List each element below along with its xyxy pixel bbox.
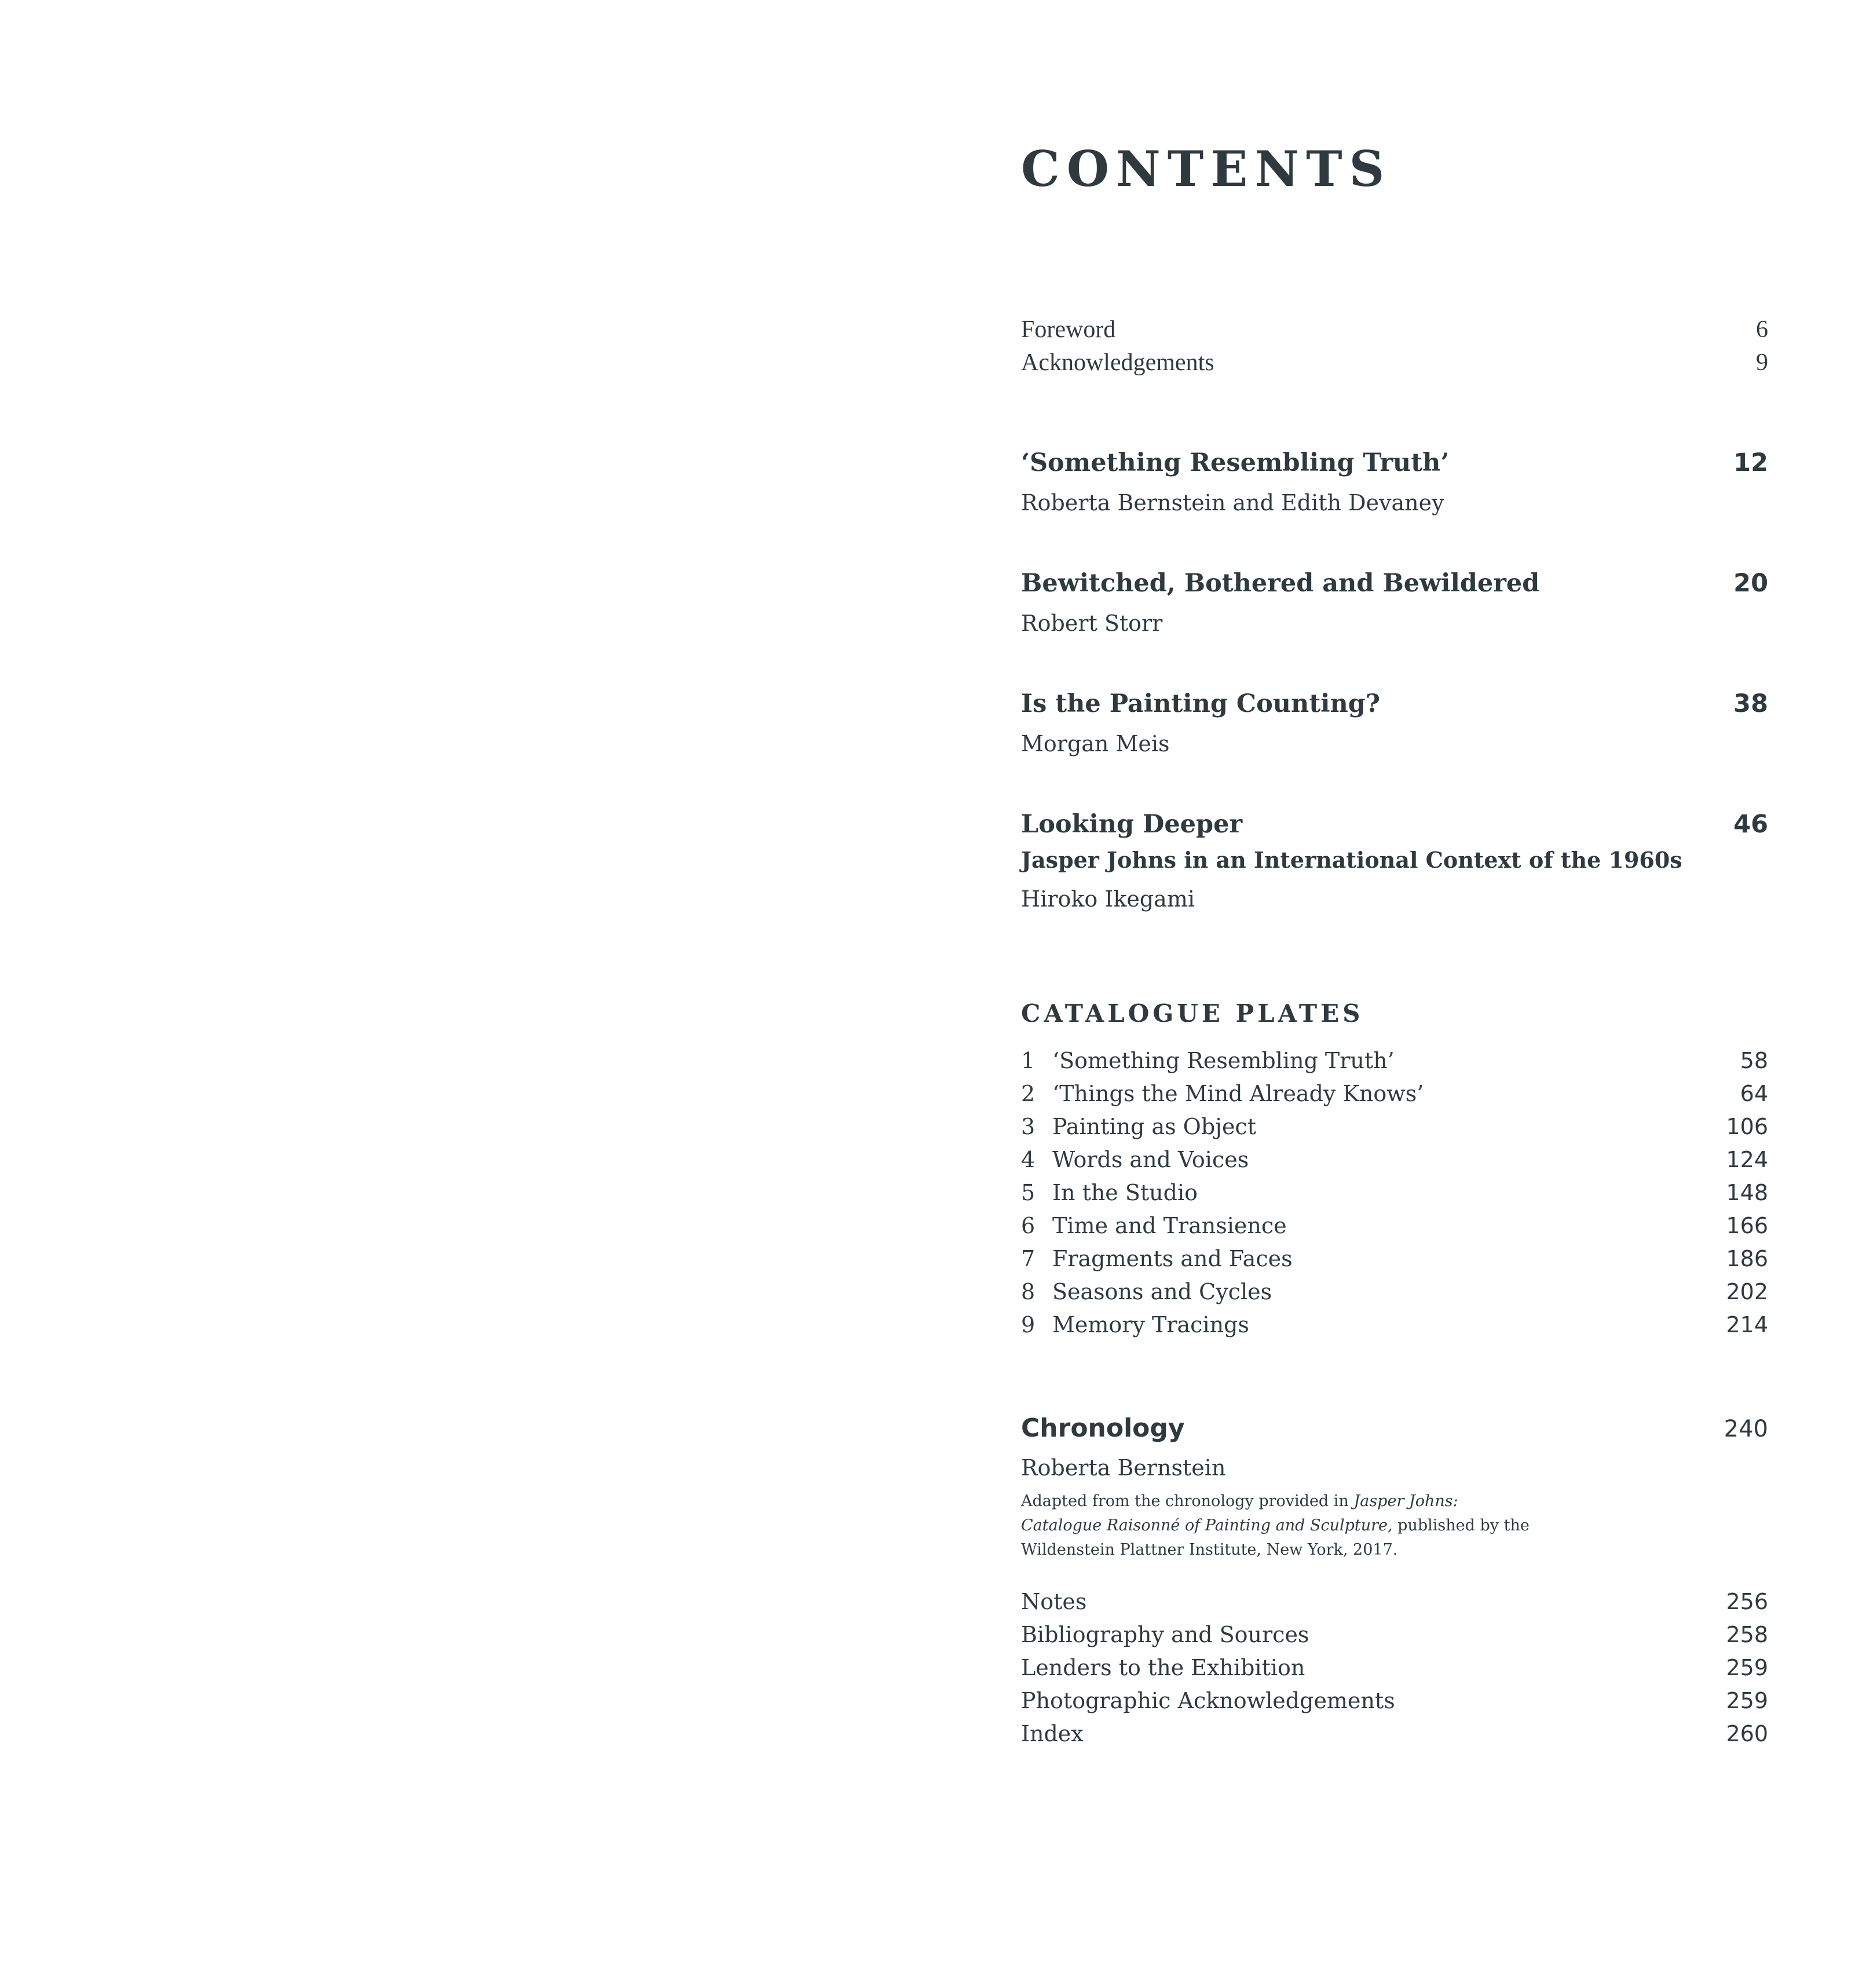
plate-number: 9: [1021, 1312, 1036, 1337]
plate-title: In the Studio: [1052, 1180, 1198, 1205]
toc-entry-label: Lenders to the Exhibition: [1021, 1655, 1305, 1680]
plate-label-group: [1021, 1114, 1256, 1139]
toc-entry-label: Notes: [1021, 1589, 1087, 1614]
plate-number: 1: [1021, 1048, 1036, 1073]
toc-essay-looking-deeper[interactable]: [1021, 810, 1768, 839]
plate-number: 4: [1021, 1147, 1036, 1172]
plate-entry[interactable]: [1021, 1081, 1768, 1106]
essay-page: 12: [1733, 448, 1768, 477]
plate-page: 214: [1726, 1312, 1768, 1337]
plate-entry[interactable]: [1021, 1180, 1768, 1205]
toc-entry-notes[interactable]: [1021, 1589, 1768, 1614]
essay-author: Robert Storr: [1021, 611, 1163, 636]
plate-label-group: [1021, 1180, 1198, 1205]
plate-number: 5: [1021, 1180, 1036, 1205]
toc-entry-foreword[interactable]: [1021, 316, 1768, 343]
essay-page: 20: [1733, 569, 1768, 598]
plate-page: 58: [1740, 1048, 1768, 1073]
toc-entry-acknowledgements[interactable]: [1021, 349, 1768, 377]
toc-entry-label: Photographic Acknowledgements: [1021, 1688, 1395, 1713]
toc-entry-page: 260: [1726, 1721, 1768, 1746]
plate-number: 6: [1021, 1213, 1036, 1238]
toc-entry-page: 259: [1726, 1688, 1768, 1713]
plate-label-group: [1021, 1081, 1424, 1106]
toc-essay-something-resembling-truth[interactable]: [1021, 448, 1768, 477]
plate-number: 3: [1021, 1114, 1036, 1139]
toc-entry-page: 259: [1726, 1655, 1768, 1680]
toc-entry-bibliography[interactable]: [1021, 1622, 1768, 1647]
plate-title: ‘Things the Mind Already Knows’: [1052, 1081, 1424, 1106]
plate-page: 106: [1726, 1114, 1768, 1139]
plate-title: Seasons and Cycles: [1052, 1279, 1272, 1304]
essay-author: Morgan Meis: [1021, 731, 1170, 757]
toc-entry-page: 258: [1726, 1622, 1768, 1647]
plate-title: Time and Transience: [1052, 1213, 1287, 1238]
toc-entry-label: Index: [1021, 1721, 1084, 1746]
essay-subtitle: Jasper Johns in an International Context of the 1960s: [1021, 847, 1682, 873]
plate-page: 124: [1726, 1147, 1768, 1172]
plate-title: ‘Something Resembling Truth’: [1052, 1048, 1395, 1073]
toc-entry-page: 6: [1756, 316, 1768, 343]
chronology-title: Chronology: [1021, 1413, 1185, 1443]
toc-entry-label: Foreword: [1021, 316, 1116, 343]
plate-label-group: [1021, 1246, 1293, 1271]
plate-number: 8: [1021, 1279, 1036, 1304]
toc-entry-page: 9: [1756, 349, 1768, 376]
toc-essay-painting-counting[interactable]: [1021, 689, 1768, 718]
plate-title: Words and Voices: [1052, 1147, 1249, 1172]
plate-entry[interactable]: [1021, 1213, 1768, 1238]
plate-label-group: [1021, 1213, 1287, 1238]
plate-title: Fragments and Faces: [1052, 1246, 1293, 1271]
essay-title: ‘Something Resembling Truth’: [1021, 448, 1450, 477]
chronology-note-title: Jasper Johns: Catalogue Raisonné of Painting and Sculpture,: [1021, 1492, 1458, 1534]
toc-chronology[interactable]: [1021, 1413, 1768, 1443]
plate-label-group: [1021, 1147, 1249, 1172]
plate-label-group: [1021, 1312, 1249, 1337]
essay-page: 38: [1733, 689, 1768, 718]
plate-page: 186: [1726, 1246, 1768, 1271]
toc-entry-index[interactable]: [1021, 1721, 1768, 1746]
essay-author: Roberta Bernstein and Edith Devaney: [1021, 490, 1444, 516]
plate-entry[interactable]: [1021, 1312, 1768, 1337]
contents-column: [1021, 0, 1768, 1988]
plate-entry[interactable]: [1021, 1048, 1768, 1073]
plate-number: 2: [1021, 1081, 1036, 1106]
chronology-page: 240: [1724, 1416, 1768, 1442]
toc-entry-photographic-acknowledgements[interactable]: [1021, 1688, 1768, 1713]
chronology-note: [1021, 1489, 1531, 1562]
toc-essay-bewitched[interactable]: [1021, 569, 1768, 598]
plate-entry[interactable]: [1021, 1114, 1768, 1139]
plate-title: Painting as Object: [1052, 1114, 1256, 1139]
chronology-note-prefix: Adapted from the chronology provided in: [1021, 1492, 1354, 1510]
page-title: CONTENTS: [1021, 140, 1392, 198]
plate-page: 202: [1726, 1279, 1768, 1304]
toc-entry-lenders[interactable]: [1021, 1655, 1768, 1680]
plate-entry[interactable]: [1021, 1246, 1768, 1271]
essay-title: Is the Painting Counting?: [1021, 689, 1381, 718]
plate-number: 7: [1021, 1246, 1036, 1271]
toc-entry-label: Bibliography and Sources: [1021, 1622, 1309, 1647]
chronology-author: Roberta Bernstein: [1021, 1455, 1226, 1481]
plate-entry[interactable]: [1021, 1147, 1768, 1172]
essay-page: 46: [1733, 810, 1768, 839]
plate-page: 166: [1726, 1213, 1768, 1238]
essay-title: Looking Deeper: [1021, 810, 1243, 839]
essay-author: Hiroko Ikegami: [1021, 886, 1195, 912]
plate-title: Memory Tracings: [1052, 1312, 1249, 1337]
plate-label-group: [1021, 1048, 1395, 1073]
catalogue-heading: CATALOGUE PLATES: [1021, 999, 1364, 1028]
plate-entry[interactable]: [1021, 1279, 1768, 1304]
plate-label-group: [1021, 1279, 1272, 1304]
toc-entry-page: 256: [1726, 1589, 1768, 1614]
plate-page: 148: [1726, 1180, 1768, 1205]
essay-title: Bewitched, Bothered and Bewildered: [1021, 569, 1540, 598]
chronology-note-suffix: published by the Wildenstein Plattner Institute, New York, 2017.: [1021, 1516, 1530, 1559]
plate-page: 64: [1740, 1081, 1768, 1106]
toc-entry-label: Acknowledgements: [1021, 349, 1214, 376]
